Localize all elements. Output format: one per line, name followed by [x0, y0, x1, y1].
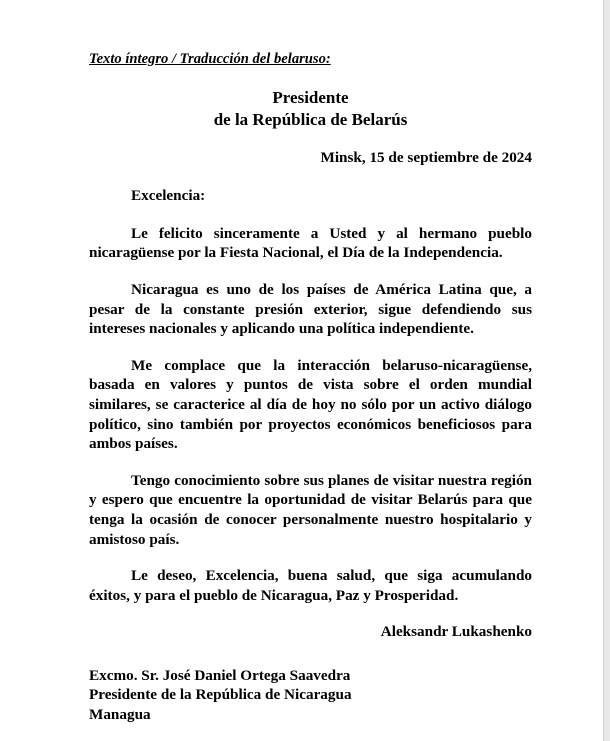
- paragraph-5: Le deseo, Excelencia, buena salud, que siga acumulando éxitos, y para el pueblo de Nicaragua, Paz y Prosperidad.: [89, 567, 532, 604]
- translation-note: Texto íntegro / Traducción del belaruso:: [89, 51, 331, 67]
- recipient-name: Excmo. Sr. José Daniel Ortega Saavedra: [89, 666, 351, 684]
- sender-country: de la República de Belarús: [213, 109, 408, 129]
- letter-page: [89, 50, 532, 725]
- recipient-city: Managua: [89, 706, 151, 724]
- date-line: Minsk, 15 de septiembre de 2024: [320, 148, 532, 166]
- page-edge: [603, 0, 610, 741]
- paragraph-4: Tengo conocimiento sobre sus planes de visitar nuestra región y espero que encuentre la oportunidad de visitar Belarús para que tenga la ocasión de conocer personalmente nuestro hospitalario y amistoso país.: [89, 471, 532, 548]
- paragraph-3: Me complace que la interacción belaruso-nicaragüense, basada en valores y puntos de vista sobre el orden mundial similares, se caracterice al día de hoy no sólo por un activo diálogo político, sino también por proyectos económicos beneficiosos para ambos países.: [89, 356, 532, 453]
- sender-title: Presidente: [272, 87, 349, 107]
- paragraph-2: Nicaragua es uno de los países de América Latina que, a pesar de la constante presión exterior, sigue defendiendo sus intereses nacionales y aplicando una política independiente.: [89, 280, 532, 338]
- recipient-title: Presidente de la República de Nicaragua: [89, 686, 352, 704]
- sender-heading: [89, 87, 532, 131]
- signature: Aleksandr Lukashenko: [380, 623, 532, 641]
- salutation: Excelencia:: [131, 187, 206, 205]
- recipient-block: [89, 666, 532, 725]
- paragraph-1: Le felicito sinceramente a Usted y al hermano pueblo nicaragüense por la Fiesta Nacional, el Día de la Independencia.: [89, 224, 532, 262]
